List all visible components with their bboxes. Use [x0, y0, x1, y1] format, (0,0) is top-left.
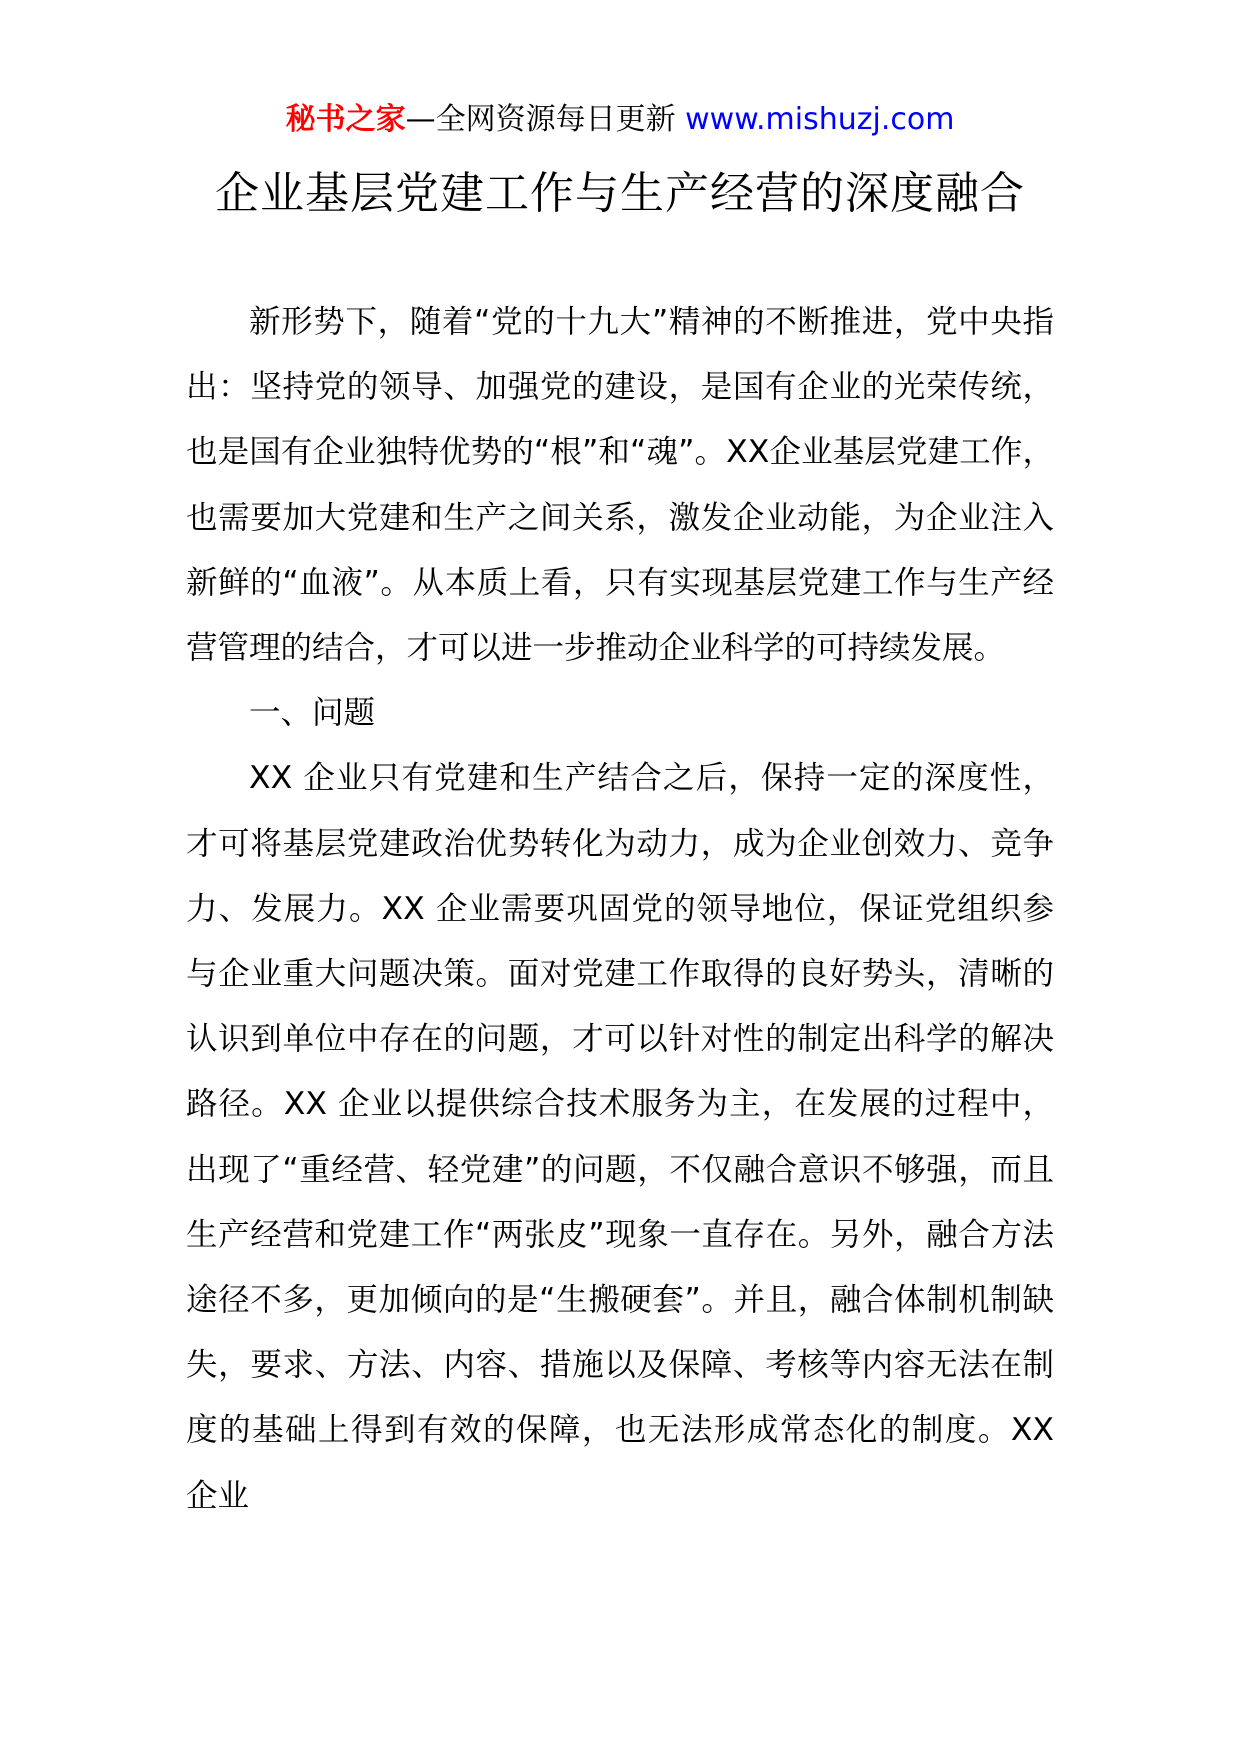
document-title: 企业基层党建工作与生产经营的深度融合 — [215, 168, 1025, 219]
site-link[interactable]: www.mishuzj.com — [685, 102, 955, 137]
section-heading: 一、问题 — [249, 695, 376, 732]
header-tagline: —全网资源每日更新 — [405, 102, 686, 137]
paragraph-intro: 新形势下，随着“党的十九大”精神的不断推进，党中央指出：坚持党的领导、加强党的建设，是国有企业的光荣传统，也是国有企业独特优势的“根”和“魂”。XX企业基层党建工作，也需要加大党建和生产之间关系，激发企业动能，为企业注入新鲜的“血液”。从本质上看，只有实现基层党建工作与生产经营管理的结合，才可以进一步推动企业科学的可持续发展。 — [186, 304, 1054, 667]
source-header — [0, 100, 1240, 140]
document-body — [186, 290, 1054, 1529]
paragraph-problem: XX 企业只有党建和生产结合之后，保持一定的深度性，才可将基层党建政治优势转化为动力，成为企业创效力、竞争力、发展力。XX 企业需要巩固党的领导地位，保证党组织参与企业重大问题决策。面对党建工作取得的良好势头，清晰的认识到单位中存在的问题，才可以针对性的制定出科学的解决路径。XX 企业以提供综合技术服务为主，在发展的过程中，出现了“重经营、轻党建”的问题，不仅融合意识不够强，而且生产经营和党建工作“两张皮”现象一直存在。另外，融合方法途径不多，更加倾向的是“生搬硬套”。并且，融合体制机制缺失，要求、方法、内容、措施以及保障、考核等内容无法在制度的基础上得到有效的保障，也无法形成常态化的制度。XX 企业 — [186, 760, 1054, 1514]
brand-name: 秘书之家 — [285, 102, 406, 137]
